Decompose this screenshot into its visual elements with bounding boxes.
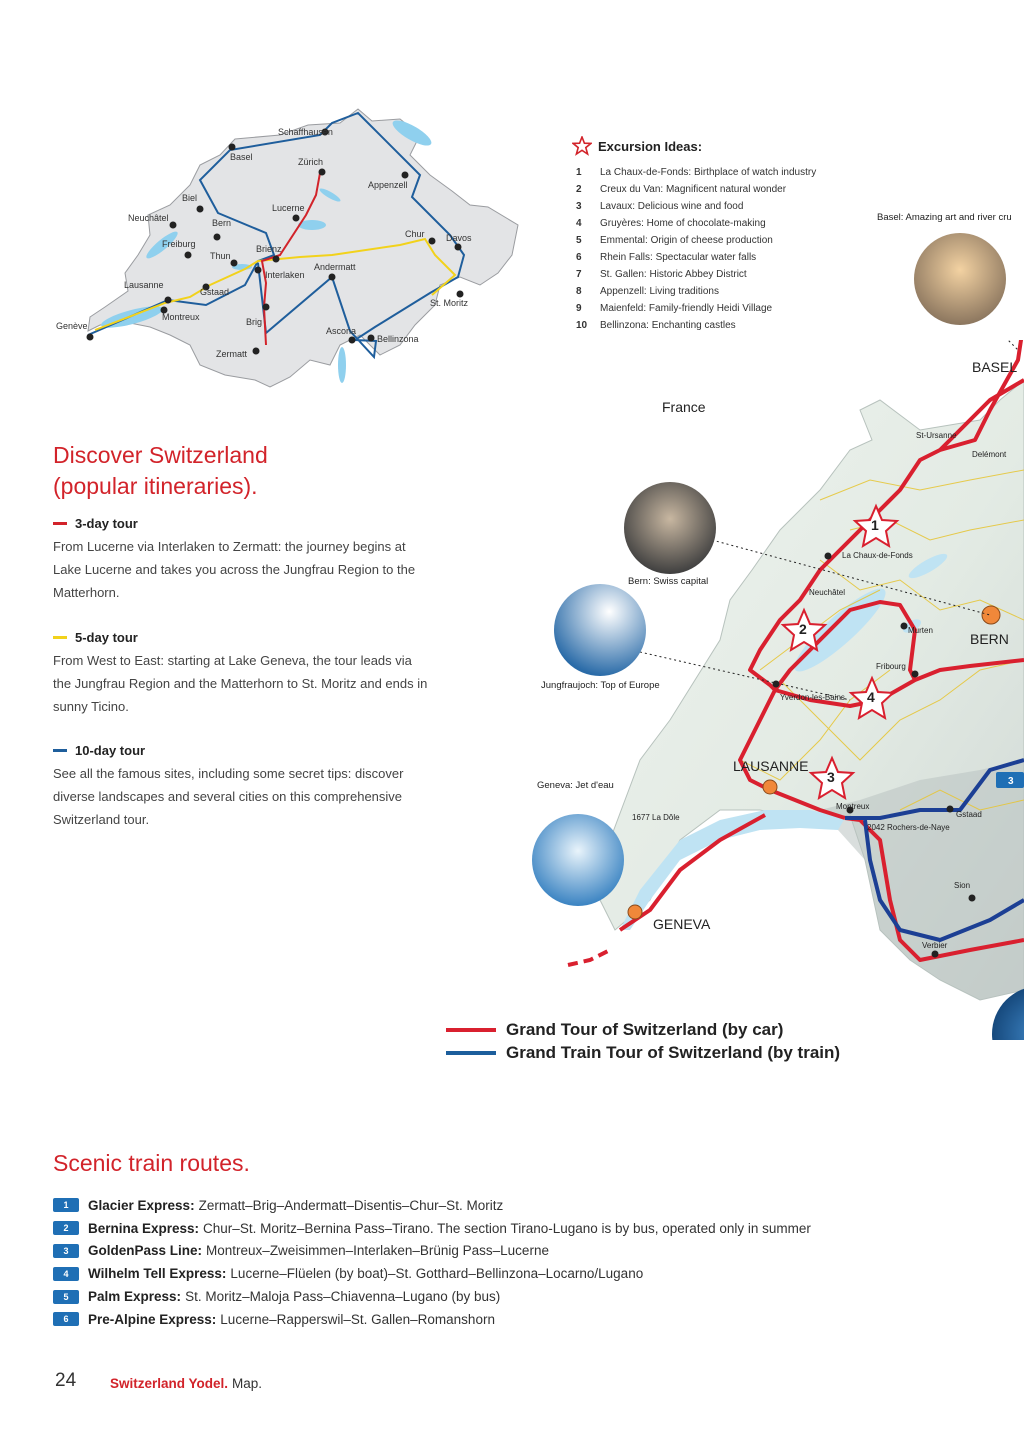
- city-label: St. Moritz: [430, 298, 469, 308]
- city-label-bern: BERN: [970, 631, 1009, 647]
- city-label: Chur: [405, 229, 425, 239]
- place-label: 1677 La Dôle: [632, 813, 680, 822]
- place-label: Gstaad: [956, 810, 982, 819]
- svg-text:1: 1: [871, 517, 879, 533]
- city-label: Thun: [210, 251, 231, 261]
- legend-car: [446, 1018, 840, 1041]
- place-label: Delémont: [972, 450, 1007, 459]
- city-label: Lausanne: [124, 280, 164, 290]
- route-number-badge: 3: [53, 1244, 79, 1258]
- country-label-france: France: [662, 399, 706, 415]
- city-label: Zermatt: [216, 349, 248, 359]
- excursion-ideas: [572, 136, 872, 334]
- excursion-list: [572, 164, 872, 334]
- svg-text:3: 3: [827, 769, 835, 785]
- place-label: Murten: [908, 626, 933, 635]
- list-item: 3 Lavaux: Delicious wine and food: [576, 201, 744, 212]
- city-label: Davos: [446, 233, 472, 243]
- city-label: Schaffhausen: [278, 127, 333, 137]
- caption-basel: Basel: Amazing art and river cru: [877, 212, 1012, 223]
- legend-car-label: Grand Tour of Switzerland (by car): [506, 1019, 784, 1039]
- place-label: Fribourg: [876, 662, 906, 671]
- city-label: Appenzell: [368, 180, 408, 190]
- svg-text:2: 2: [799, 621, 807, 637]
- city-label: Interlaken: [265, 270, 305, 280]
- list-item: 2 Bernina Express: Chur–St. Moritz–Bernina Pass–Tirano. The section Tirano-Lugano is by bus, operated only in summer: [53, 1217, 1013, 1240]
- tour-10day: [53, 743, 433, 831]
- tour-description: See all the famous sites, including some secret tips: discover diverse landscapes and several cities on this comprehensive Switzerland tour.: [53, 766, 404, 827]
- photo-jungfraujoch: [554, 584, 646, 676]
- route-badge-number: 3: [1008, 776, 1014, 787]
- list-item: 9 Maienfeld: Family-friendly Heidi Village: [576, 303, 773, 314]
- list-item: 4 Wilhelm Tell Express: Lucerne–Flüelen (by boat)–St. Gotthard–Bellinzona–Locarno/Lugano: [53, 1262, 1013, 1285]
- route-number-badge: 1: [53, 1198, 79, 1212]
- city-label: Andermatt: [314, 262, 356, 272]
- page-number: 24: [55, 1370, 77, 1391]
- tour-name: 3-day tour: [75, 516, 138, 531]
- city-label: Basel: [230, 152, 253, 162]
- list-item: 4 Gruyères: Home of chocolate-making: [576, 218, 766, 229]
- city-label: Brig: [246, 317, 263, 327]
- tour-name: 5-day tour: [75, 630, 138, 645]
- tour-name: 10-day tour: [75, 743, 146, 758]
- city-label: Bern: [212, 218, 232, 228]
- city-label-geneva: GENEVA: [653, 916, 711, 932]
- place-label: Sion: [954, 881, 971, 890]
- city-label: Zürich: [298, 157, 324, 167]
- map-legend: [446, 1018, 840, 1064]
- excursion-title: Excursion Ideas:: [598, 138, 703, 154]
- city-label: Gstaad: [200, 287, 230, 297]
- list-item: 10 Bellinzona: Enchanting castles: [576, 320, 736, 331]
- scenic-title: Scenic train routes.: [53, 1150, 250, 1176]
- photo-bern: [624, 482, 716, 574]
- place-label: 2042 Rochers-de-Naye: [867, 823, 950, 832]
- city-label: Ascona: [326, 326, 357, 336]
- svg-text:4: 4: [867, 689, 875, 705]
- scenic-routes-list: [53, 1194, 1013, 1331]
- list-item: 5 Palm Express: St. Moritz–Maloja Pass–Chiavenna–Lugano (by bus): [53, 1285, 1013, 1308]
- place-label: Neuchâtel: [809, 588, 846, 597]
- city-label: Neuchâtel: [128, 213, 169, 223]
- legend-train: [446, 1041, 840, 1064]
- photo-geneva: [532, 814, 624, 906]
- place-label: La Chaux-de-Fonds: [842, 551, 913, 560]
- place-label: Verbier: [922, 941, 948, 950]
- legend-car-swatch: [446, 1028, 496, 1032]
- city-label: Biel: [182, 193, 198, 203]
- lake-maggiore-small: [338, 347, 346, 383]
- excursion-header: [572, 136, 872, 156]
- list-item: 6 Pre-Alpine Express: Lucerne–Rapperswil–St. Gallen–Romanshorn: [53, 1308, 1013, 1331]
- tour-color-swatch: [53, 636, 67, 639]
- city-label: Freiburg: [162, 239, 196, 249]
- tour-description: From Lucerne via Interlaken to Zermatt: the journey begins at Lake Lucerne and takes you across the Jungfrau Region to the Matterhorn.: [53, 539, 416, 600]
- route-number-badge: 5: [53, 1290, 79, 1304]
- city-label-basel: BASEL: [972, 359, 1018, 375]
- city-label-lausanne: LAUSANNE: [733, 758, 809, 774]
- city-label: Lucerne: [272, 203, 305, 213]
- place-label: Yverdon-les-Bains: [780, 693, 845, 702]
- city-label: Genève: [56, 321, 88, 331]
- footer-brand: [110, 1376, 262, 1391]
- city-label: Bellinzona: [377, 334, 419, 344]
- tour-color-swatch: [53, 522, 67, 525]
- route-number-badge: 6: [53, 1312, 79, 1326]
- list-item: 7 St. Gallen: Historic Abbey District: [576, 269, 747, 280]
- list-item: 1 La Chaux-de-Fonds: Birthplace of watch industry: [576, 167, 817, 178]
- route-number-badge: 2: [53, 1221, 79, 1235]
- brand-name: Switzerland Yodel.: [110, 1376, 229, 1391]
- place-label: St-Ursanne: [916, 431, 957, 440]
- tour-3day: [53, 516, 433, 604]
- list-item: 2 Creux du Van: Magnificent natural wonder: [576, 184, 787, 195]
- legend-train-label: Grand Train Tour of Switzerland (by train): [506, 1042, 841, 1062]
- list-item: 6 Rhein Falls: Spectacular water falls: [576, 252, 757, 263]
- city-label: Montreux: [162, 312, 200, 322]
- car-route-dashed: [568, 950, 610, 965]
- city-label: Brienz: [256, 244, 282, 254]
- tour-description: From West to East: starting at Lake Geneva, the tour leads via the Jungfrau Region and the Matterhorn to St. Moritz and ends in sunny Ticino.: [53, 653, 428, 714]
- list-item: 1 Glacier Express: Zermatt–Brig–Andermatt–Disentis–Chur–St. Moritz: [53, 1194, 1013, 1217]
- route-number-badge: 4: [53, 1267, 79, 1281]
- overview-map: [40, 95, 530, 415]
- caption-bern: Bern: Swiss capital: [628, 576, 709, 587]
- place-label: Montreux: [836, 802, 870, 811]
- list-item: 5 Emmental: Origin of cheese production: [576, 235, 773, 246]
- caption-jungfraujoch: Jungfraujoch: Top of Europe: [541, 680, 660, 691]
- legend-train-swatch: [446, 1051, 496, 1055]
- discover-title: Discover Switzerland (popular itineraries).: [53, 442, 268, 499]
- list-item: 8 Appenzell: Living traditions: [576, 286, 719, 297]
- tour-color-swatch: [53, 749, 67, 752]
- photo-basel-top: [914, 233, 1006, 325]
- tour-5day: [53, 630, 433, 718]
- star-icon: [572, 136, 592, 156]
- caption-geneva: Geneva: Jet d'eau: [537, 780, 614, 791]
- list-item: 3 GoldenPass Line: Montreux–Zweisimmen–Interlaken–Brünig Pass–Lucerne: [53, 1240, 1013, 1263]
- section-name: Map.: [232, 1376, 263, 1391]
